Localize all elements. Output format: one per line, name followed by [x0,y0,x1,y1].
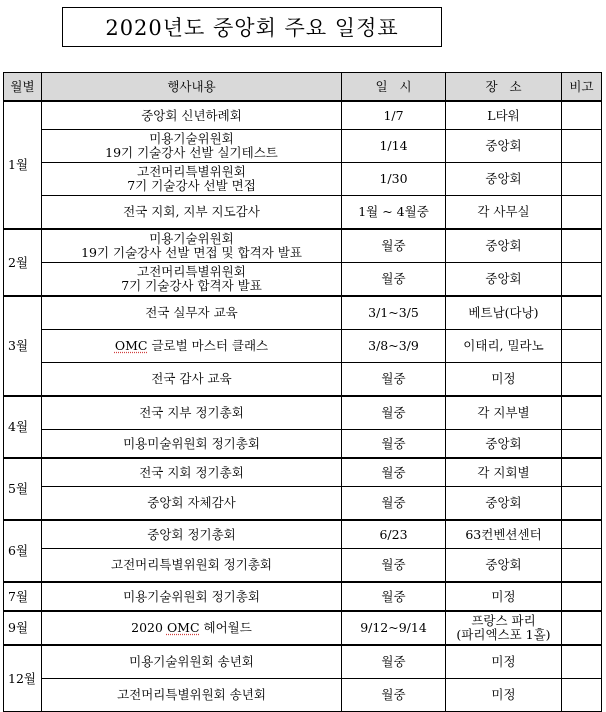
event-cell: 전국 지회, 지부 지도감사 [42,196,342,230]
date-cell: 월중 [342,582,446,611]
month-cell: 6월 [4,520,42,582]
table-row [4,679,602,712]
event-cell: 중앙회 자체감사 [42,487,342,521]
place-cell: 베트남(다낭) [446,296,562,330]
note-cell [562,363,602,397]
place-cell: 중앙회 [446,163,562,196]
month-cell: 7월 [4,582,42,611]
event-cell [42,229,342,263]
place-cell [446,611,562,645]
table-row [4,430,602,459]
table-row [4,330,602,363]
date-cell: 월중 [342,229,446,263]
place-cell: 미정 [446,679,562,712]
note-cell [562,396,602,430]
date-cell: 월중 [342,487,446,521]
note-cell [562,458,602,487]
header-note: 비고 [562,73,602,102]
event-line: 고전머리특별위원회 [137,264,246,279]
date-cell: 3/8~3/9 [342,330,446,363]
table-row [4,520,602,549]
place-cell: 각 사무실 [446,196,562,230]
table-row [4,363,602,397]
header-event: 행사내용 [42,73,342,102]
note-cell [562,582,602,611]
event-cell: 중앙회 정기총회 [42,520,342,549]
event-line: 미용기술위원회 [149,131,234,146]
table-row [4,263,602,297]
month-cell: 5월 [4,458,42,520]
place-cell: 각 지회별 [446,458,562,487]
note-cell [562,611,602,645]
event-line: 7기 기술강사 합격자 발표 [121,278,262,293]
month-cell: 4월 [4,396,42,458]
table-row [4,487,602,521]
event-cell [42,130,342,163]
omc-text: OMC [166,620,200,635]
date-cell: 월중 [342,549,446,583]
note-cell [562,130,602,163]
table-row [4,645,602,679]
event-cell: 전국 지회 정기총회 [42,458,342,487]
table-row [4,458,602,487]
event-line: 19기 기술강사 선발 면접 및 합격자 발표 [81,245,302,260]
place-cell: 이태리, 밀라노 [446,330,562,363]
table-row [4,611,602,645]
table-row [4,229,602,263]
place-cell: L타워 [446,101,562,130]
note-cell [562,645,602,679]
date-cell: 월중 [342,679,446,712]
header-row [4,73,602,102]
event-line: 고전머리특별위원회 [137,164,246,179]
event-line: 7기 기술강사 선발 면접 [127,178,256,193]
note-cell [562,520,602,549]
schedule-table [3,72,602,712]
event-line: 미용기술위원회 [149,231,234,246]
event-cell: 전국 지부 정기총회 [42,396,342,430]
place-cell: 미정 [446,363,562,397]
table-row [4,582,602,611]
place-cell: 중앙회 [446,229,562,263]
note-cell [562,430,602,459]
place-cell: 중앙회 [446,549,562,583]
month-cell: 1월 [4,101,42,229]
event-text: 헤어월드 [199,620,252,635]
header-place: 장 소 [446,73,562,102]
place-cell: 63컨벤션센터 [446,520,562,549]
event-cell [42,330,342,363]
place-line: 프랑스 파리 [471,613,536,628]
event-cell [42,263,342,297]
month-cell: 3월 [4,296,42,396]
note-cell [562,296,602,330]
note-cell [562,101,602,130]
date-cell: 월중 [342,458,446,487]
note-cell [562,330,602,363]
date-cell: 6/23 [342,520,446,549]
table-row [4,163,602,196]
event-cell: 전국 감사 교육 [42,363,342,397]
header-month: 월별 [4,73,42,102]
note-cell [562,263,602,297]
place-cell: 미정 [446,582,562,611]
month-cell: 2월 [4,229,42,296]
date-cell: 1월 ~ 4월중 [342,196,446,230]
place-cell: 중앙회 [446,263,562,297]
event-cell: 고전머리특별위원회 송년회 [42,679,342,712]
date-cell: 월중 [342,430,446,459]
event-cell [42,611,342,645]
date-cell: 1/30 [342,163,446,196]
page-title: 2020년도 중앙회 주요 일정표 [62,7,442,47]
note-cell [562,229,602,263]
date-cell: 월중 [342,645,446,679]
table-row [4,549,602,583]
place-cell: 미정 [446,645,562,679]
table-row [4,130,602,163]
date-cell: 월중 [342,363,446,397]
month-cell: 12월 [4,645,42,712]
month-cell: 9월 [4,611,42,645]
table-row [4,296,602,330]
date-cell: 3/1~3/5 [342,296,446,330]
place-cell: 중앙회 [446,487,562,521]
event-cell: 중앙회 신년하례회 [42,101,342,130]
event-cell: 고전머리특별위원회 정기총회 [42,549,342,583]
table-row [4,196,602,230]
place-cell: 각 지부별 [446,396,562,430]
note-cell [562,487,602,521]
date-cell: 월중 [342,396,446,430]
event-text: 2020 [131,620,167,635]
place-cell: 중앙회 [446,430,562,459]
date-cell: 월중 [342,263,446,297]
event-cell: 미용미술위원회 정기총회 [42,430,342,459]
date-cell: 1/14 [342,130,446,163]
place-line: (파리엑스포 1홀) [456,627,551,642]
table-row [4,396,602,430]
event-line: 19기 기술강사 선발 실기테스트 [105,145,278,160]
place-cell: 중앙회 [446,130,562,163]
date-cell: 9/12~9/14 [342,611,446,645]
note-cell [562,549,602,583]
event-cell [42,163,342,196]
event-cell: 미용기술위원회 정기총회 [42,582,342,611]
event-cell: 미용기술위원회 송년회 [42,645,342,679]
omc-text: OMC [114,338,148,353]
header-date: 일 시 [342,73,446,102]
note-cell [562,163,602,196]
event-cell: 전국 실무자 교육 [42,296,342,330]
event-text: 글로벌 마스터 클래스 [147,338,269,353]
note-cell [562,196,602,230]
note-cell [562,679,602,712]
table-row [4,101,602,130]
date-cell: 1/7 [342,101,446,130]
